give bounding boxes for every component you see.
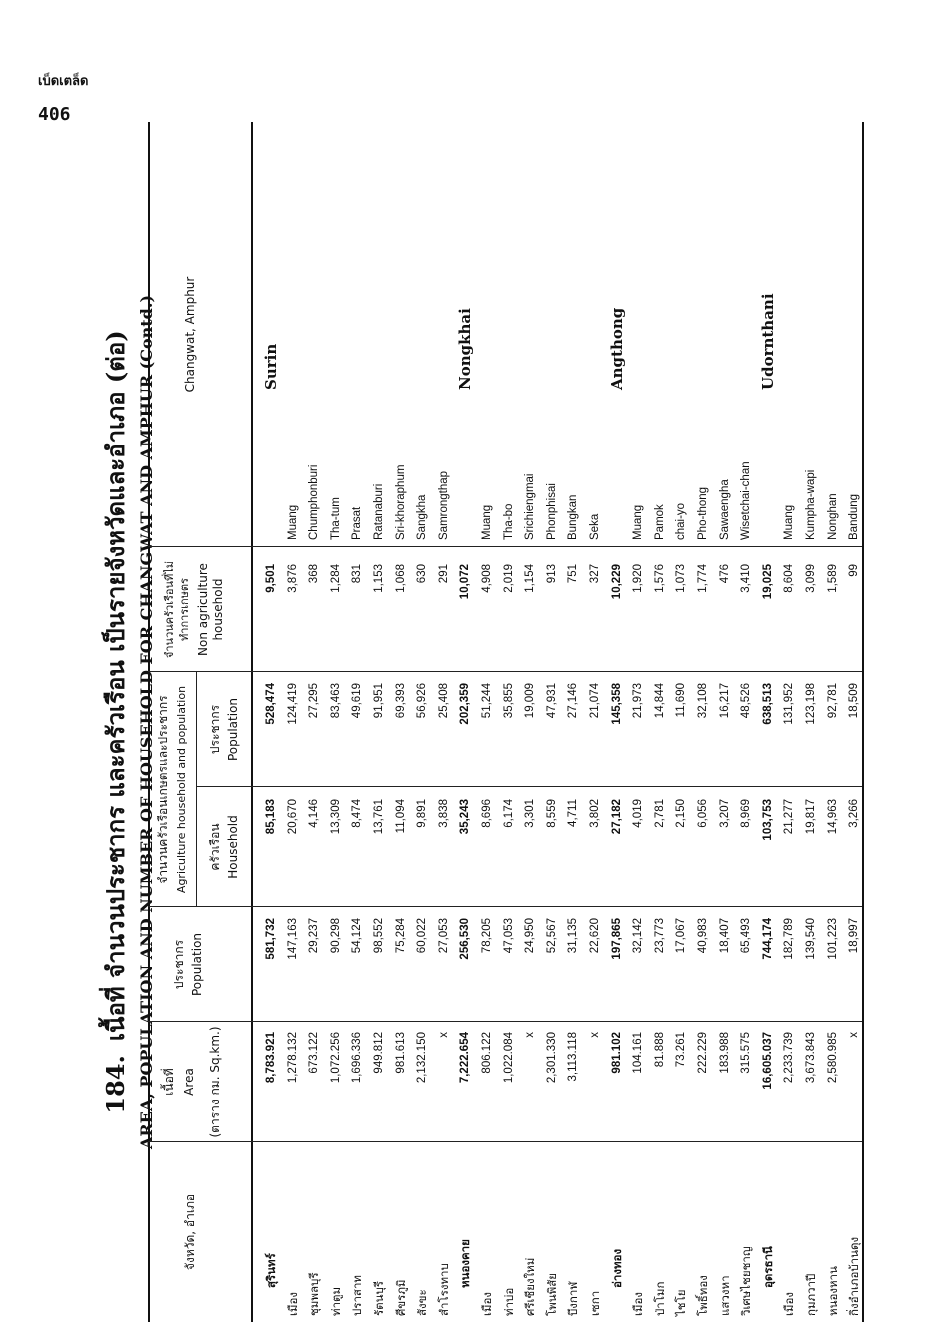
col-header-agri-household-en: Household [226, 815, 240, 879]
cell-pop: 147,163 [286, 918, 299, 960]
cell-nonagri: 8,604 [783, 564, 796, 593]
cell-hh: 11,094 [394, 799, 407, 834]
cell-th: อ่างทอง [609, 1248, 624, 1288]
cell-area: x [848, 1032, 861, 1038]
cell-pop: 182,789 [783, 918, 796, 960]
cell-pop: 24,950 [524, 918, 537, 954]
cell-pop: 256,530 [459, 918, 472, 960]
cell-apop: 32,108 [697, 683, 709, 719]
col-header-nonagri-en: Non agriculture household [196, 563, 225, 656]
cell-hh: 3,802 [589, 799, 601, 828]
cell-apop: 27,146 [567, 683, 580, 719]
cell-th: โพธิ์ทอง [696, 1275, 710, 1316]
group-divider [196, 672, 197, 907]
cell-nonagri: 1,154 [524, 564, 537, 593]
cell-hh: 2,781 [653, 799, 666, 828]
cell-area: 183.988 [718, 1032, 731, 1074]
cell-en: Prasat [351, 506, 364, 540]
cell-pop: 744,174 [761, 918, 774, 960]
cell-en: Phonphisai [545, 483, 558, 540]
cell-area: 1,022.084 [502, 1032, 515, 1084]
col-divider [148, 546, 862, 547]
cell-nonagri: 476 [718, 564, 731, 584]
table-title [96, 122, 156, 1322]
cell-hh: 8,559 [545, 799, 558, 828]
cell-apop: 18,509 [848, 683, 861, 719]
cell-th: กิ่งอำเภอบ้านดุง [847, 1236, 862, 1316]
cell-area: 3,113.118 [567, 1032, 580, 1082]
cell-th: รัตนบุรี [372, 1281, 386, 1316]
cell-apop: 21,973 [632, 683, 645, 719]
cell-th: สำโรงทาบ [436, 1263, 451, 1316]
cell-hh: 6,174 [502, 799, 515, 828]
cell-th: ท่าตูม [328, 1286, 343, 1316]
cell-apop: 49,619 [351, 683, 364, 719]
cell-area: 16,605.037 [761, 1032, 774, 1090]
cell-en: Angthong [607, 307, 626, 390]
cell-pop: 18,997 [848, 918, 861, 954]
cell-area: 2,132.150 [416, 1032, 429, 1084]
col-header-nonagri-th: จำนวนครัวเรือนที่ไม่ทำการเกษตร [163, 560, 191, 659]
cell-en: Sangkha [416, 494, 429, 540]
cell-pop: 23,773 [653, 918, 666, 954]
cell-apop: 56,926 [416, 683, 429, 719]
cell-nonagri: 10,072 [459, 564, 472, 600]
cell-en: Kumpha-wapi [805, 469, 817, 540]
cell-apop: 19,009 [524, 683, 537, 719]
cell-area: x [524, 1032, 537, 1038]
cell-area: 949.812 [373, 1032, 385, 1074]
cell-en: Pho-thong [697, 486, 709, 540]
cell-area: 1,278.132 [286, 1032, 299, 1084]
cell-hh: 4,146 [308, 799, 321, 828]
cell-apop: 124,419 [286, 683, 299, 725]
cell-nonagri: 10,229 [610, 564, 623, 600]
cell-th: สุรินทร์ [264, 1253, 278, 1288]
cell-nonagri: 368 [308, 564, 321, 584]
cell-en: Pamok [653, 504, 666, 540]
cell-area: 673.122 [308, 1032, 321, 1074]
cell-en: chai-yo [675, 502, 688, 540]
cell-nonagri: 19,025 [761, 564, 774, 600]
cell-area: 222.229 [697, 1032, 709, 1074]
cell-apop: 25,408 [437, 683, 450, 719]
table-top-rule [148, 122, 150, 1322]
cell-area: 3,673.843 [805, 1032, 817, 1084]
cell-en: Chumphonburi [308, 464, 321, 540]
cell-apop: 47,931 [545, 683, 558, 719]
cell-apop: 48,526 [740, 683, 753, 719]
cell-apop: 91,951 [373, 683, 385, 719]
title-english: AREA, POPULATION AND NUMBER OF HOUSEHOLD FOR CHANGWAT AND AMPHUR (Contd.) [137, 294, 156, 1150]
cell-area: 1,696.336 [351, 1032, 364, 1084]
cell-pop: 27,053 [437, 918, 450, 954]
cell-apop: 528,474 [265, 683, 277, 725]
cell-nonagri: 9,501 [265, 564, 277, 593]
cell-th: เมือง [782, 1291, 797, 1316]
col-header-area-th: เนื้อที่ [162, 1068, 176, 1096]
cell-en: Muang [783, 504, 796, 540]
cell-nonagri: 1,153 [373, 564, 385, 593]
title-thai [96, 122, 135, 1322]
cell-apop: 638,513 [761, 683, 774, 725]
cell-apop: 123,198 [805, 683, 817, 725]
col-header-agri-population-th: ประชากร [208, 704, 222, 755]
cell-nonagri: 4,908 [481, 564, 493, 593]
cell-th: ชุมพลบุรี [307, 1272, 322, 1316]
cell-en: Muang [632, 504, 645, 540]
cell-th: สังขะ [415, 1289, 430, 1316]
header-bottom-rule [251, 122, 253, 1322]
cell-th: หนองคาย [458, 1239, 473, 1288]
cell-en: Nonghan [826, 493, 839, 540]
cell-area: 806.122 [481, 1032, 493, 1074]
cell-th: ปราสาท [350, 1275, 365, 1316]
cell-hh: 4,019 [632, 799, 645, 828]
cell-en: Muang [286, 504, 299, 540]
col-divider [196, 786, 862, 787]
cell-hh: 3,838 [437, 799, 450, 828]
cell-nonagri: 99 [848, 564, 861, 577]
cell-nonagri: 751 [567, 564, 580, 584]
col-group-agri-en: Agriculture household and population [175, 685, 188, 894]
cell-area: 73.261 [675, 1032, 688, 1068]
cell-apop: 16,217 [718, 683, 731, 719]
cell-pop: 40,983 [697, 918, 709, 954]
cell-area: 2,580.985 [826, 1032, 839, 1084]
rotated-table-page [88, 122, 868, 1322]
cell-th: ศีขรภูมิ [393, 1279, 408, 1316]
cell-area: 8,783.921 [265, 1032, 277, 1084]
cell-hh: 9,891 [416, 799, 429, 828]
cell-apop: 83,463 [329, 683, 342, 719]
cell-apop: 69,393 [394, 683, 407, 719]
cell-hh: 3,266 [848, 799, 861, 828]
cell-pop: 47,053 [502, 918, 515, 954]
cell-hh: 19,817 [805, 799, 817, 835]
cell-th: ศรีเชียงใหม่ [523, 1257, 538, 1316]
cell-en: Surin [262, 343, 280, 390]
cell-th: เซกา [588, 1290, 602, 1316]
cell-area: 315.575 [740, 1032, 753, 1074]
cell-th: เมือง [631, 1291, 646, 1316]
cell-th: แสวงหา [717, 1275, 732, 1316]
col-divider [148, 1021, 862, 1022]
cell-pop: 139,540 [805, 918, 817, 960]
cell-pop: 101,223 [826, 918, 839, 960]
cell-nonagri: 1,774 [697, 564, 709, 593]
cell-th: อุดรธานี [760, 1246, 775, 1288]
cell-area: x [589, 1032, 601, 1038]
cell-apop: 11,690 [675, 683, 688, 718]
cell-nonagri: 3,876 [286, 564, 299, 593]
cell-hh: 21,277 [783, 799, 796, 835]
cell-area: 2,233.739 [783, 1032, 796, 1084]
cell-apop: 21,074 [589, 683, 601, 719]
cell-en: Sri-khoraphum [394, 464, 407, 540]
cell-nonagri: 291 [437, 564, 450, 584]
cell-area: 981.613 [394, 1032, 407, 1074]
cell-hh: 3,301 [524, 799, 537, 828]
cell-pop: 31,135 [567, 918, 580, 954]
cell-hh: 4,711 [567, 799, 580, 827]
cell-apop: 35,855 [502, 683, 515, 719]
cell-hh: 14,963 [826, 799, 839, 835]
cell-en: Udornthani [758, 293, 777, 390]
col-divider [148, 906, 862, 907]
cell-apop: 145,358 [610, 683, 623, 725]
cell-pop: 54,124 [351, 918, 364, 954]
cell-pop: 52,567 [545, 918, 558, 954]
cell-hh: 8,969 [740, 799, 753, 828]
cell-th: ป่าโมก [652, 1281, 667, 1316]
cell-th: เมือง [480, 1291, 494, 1316]
data-table [148, 122, 868, 1322]
table-number: 184. [101, 1055, 130, 1114]
cell-en: Nongkhai [456, 308, 475, 390]
cell-pop: 75,284 [394, 918, 407, 954]
cell-en: Tha-tum [329, 497, 342, 540]
cell-en: Tha-bo [502, 503, 515, 540]
cell-area: 81.888 [653, 1032, 666, 1068]
cell-nonagri: 327 [589, 564, 601, 584]
cell-nonagri: 1,068 [394, 564, 407, 593]
cell-hh: 20,670 [286, 799, 299, 835]
col-header-population-th: ประชากร [172, 939, 186, 990]
cell-nonagri: 1,920 [632, 564, 645, 593]
cell-pop: 90,298 [329, 918, 342, 954]
cell-apop: 14,844 [653, 683, 666, 719]
cell-area: 981.102 [610, 1032, 623, 1074]
cell-en: Wisetchai-chan [740, 461, 753, 540]
cell-pop: 22,620 [589, 918, 601, 954]
cell-hh: 6,056 [697, 799, 709, 828]
cell-nonagri: 1,284 [329, 564, 342, 593]
cell-nonagri: 1,589 [826, 564, 839, 593]
cell-area: 7,222.654 [459, 1032, 472, 1084]
cell-nonagri: 1,073 [675, 564, 688, 593]
cell-th: หนองหาน [825, 1266, 840, 1316]
cell-pop: 581,732 [265, 918, 277, 960]
cell-th: วิเศษไชยชาญ [739, 1246, 754, 1316]
cell-en: Sawaengha [718, 479, 731, 540]
cell-apop: 92,781 [826, 683, 839, 719]
cell-hh: 85,183 [265, 799, 277, 835]
cell-apop: 131,952 [783, 683, 796, 725]
page-number: 406 [38, 104, 71, 125]
col-header-area-en: Area [182, 1068, 196, 1096]
cell-th: โพนพิสัย [544, 1273, 559, 1316]
cell-hh: 35,243 [459, 799, 472, 835]
cell-pop: 17,067 [675, 918, 688, 954]
cell-apop: 27,295 [308, 683, 321, 719]
cell-hh: 103,753 [761, 799, 774, 841]
col-header-changwat-th: จังหวัด, อำเภอ [183, 1193, 197, 1271]
col-divider [148, 1141, 862, 1142]
col-group-agri-th: จำนวนครัวเรือนเกษตรและประชากร [156, 695, 170, 884]
cell-en: Muang [481, 504, 493, 540]
col-header-population-en: Population [190, 932, 204, 997]
cell-en: Seka [589, 513, 601, 540]
cell-apop: 51,244 [481, 683, 493, 719]
cell-th: ท่าบ่อ [501, 1287, 516, 1316]
cell-nonagri: 831 [351, 564, 364, 584]
cell-area: 2,301.330 [545, 1032, 558, 1084]
title-thai-text: เนื้อที่ จำนวนประชากร และครัวเรือน เป็นรายจังหวัดและอำเภอ (ต่อ) [101, 330, 130, 1042]
cell-nonagri: 913 [545, 564, 558, 584]
cell-nonagri: 3,410 [740, 564, 753, 593]
cell-nonagri: 1,576 [653, 564, 666, 593]
cell-en: Samrongthap [437, 470, 450, 540]
cell-hh: 27,182 [610, 799, 623, 835]
cell-pop: 18,407 [718, 918, 731, 954]
cell-nonagri: 3,099 [805, 564, 817, 593]
cell-hh: 13,761 [373, 799, 385, 835]
col-header-changwat-en: Changwat, Amphur [183, 276, 197, 393]
cell-pop: 60,022 [416, 918, 429, 954]
cell-hh: 8,474 [351, 799, 364, 828]
cell-hh: 2,150 [675, 799, 688, 828]
cell-pop: 29,237 [308, 918, 321, 954]
col-header-agri-household-th: ครัวเรือน [208, 823, 222, 871]
cell-nonagri: 2,019 [502, 564, 515, 593]
cell-area: 104.161 [632, 1032, 645, 1074]
cell-pop: 65,493 [740, 918, 753, 954]
cell-area: 1,072.256 [329, 1032, 342, 1084]
cell-en: Bungkan [567, 494, 580, 540]
cell-en: Srichiengmai [524, 473, 537, 540]
col-header-agri-population-en: Population [226, 697, 240, 762]
cell-en: Bandung [848, 493, 861, 540]
cell-th: ไชโย [674, 1289, 689, 1316]
cell-area: x [437, 1032, 450, 1038]
cell-th: เมือง [285, 1291, 300, 1316]
cell-pop: 197,865 [610, 918, 623, 960]
cell-th: กุมภวาปี [804, 1273, 818, 1316]
cell-hh: 13,309 [329, 799, 342, 835]
cell-en: Ratanaburi [373, 483, 385, 540]
cell-nonagri: 630 [416, 564, 429, 584]
section-label: เบ็ดเตล็ด [38, 74, 89, 89]
cell-pop: 78,205 [481, 918, 493, 954]
cell-pop: 32,142 [632, 918, 645, 954]
cell-apop: 202,359 [459, 683, 472, 725]
cell-hh: 8,696 [481, 799, 493, 828]
col-header-area-unit: (ตาราง กม. Sq.km.) [208, 1026, 222, 1138]
cell-pop: 98,552 [373, 918, 385, 954]
cell-hh: 3,207 [718, 799, 731, 828]
col-divider [148, 671, 862, 672]
cell-th: บึงกาฬ [566, 1281, 581, 1316]
